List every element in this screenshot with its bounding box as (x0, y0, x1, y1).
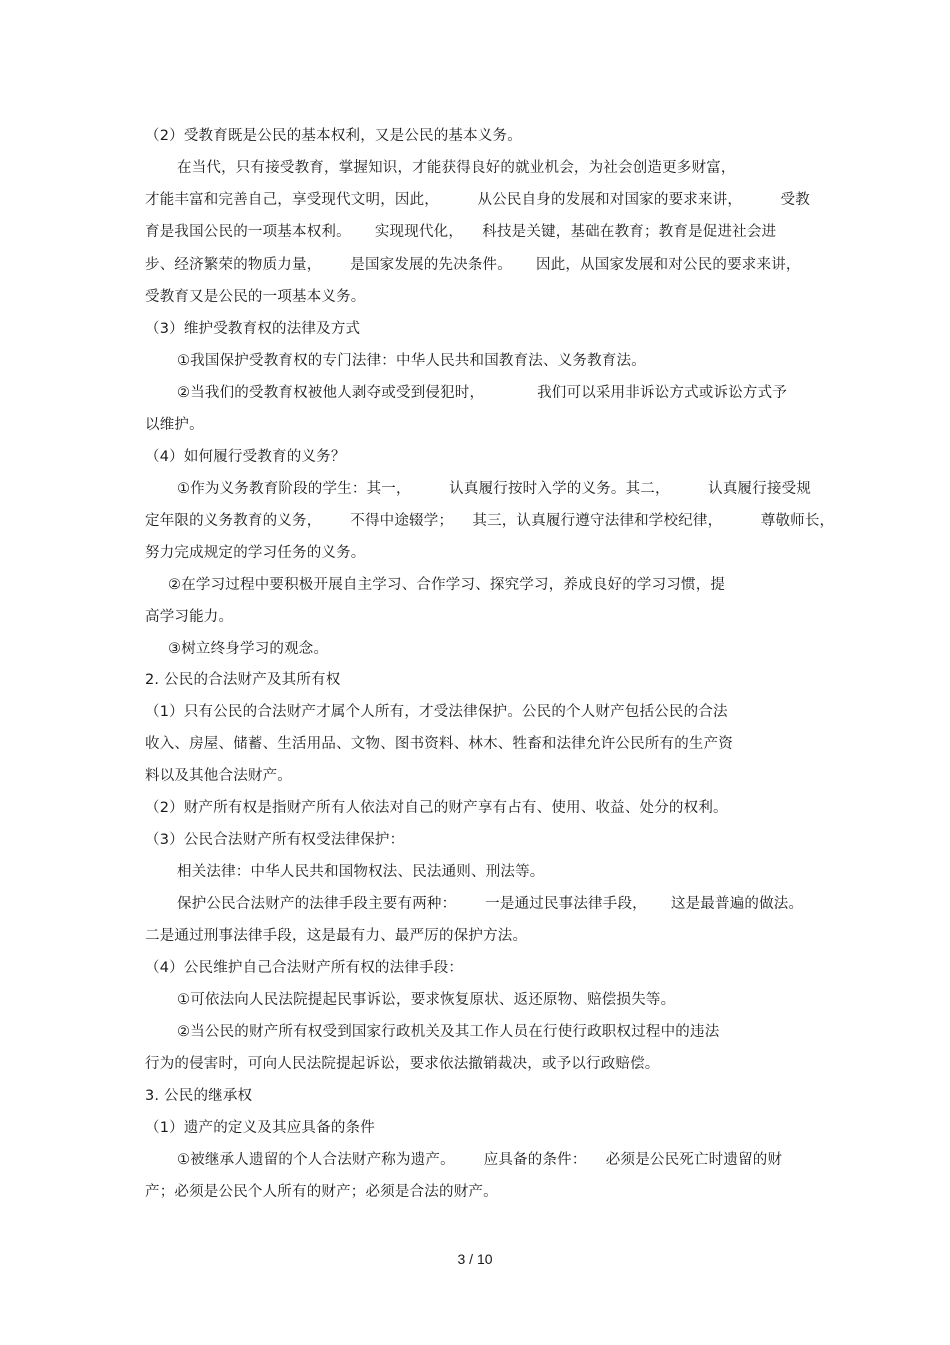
text-line: ①可依法向人民法院提起民事诉讼，要求恢复原状、返还原物、赔偿损失等。 (177, 992, 676, 1008)
text-line: （4）如何履行受教育的义务？ (145, 449, 346, 465)
text-line: ①作为义务教育阶段的学生：其一， 认真履行按时入学的义务。其二， 认真履行接受规 (177, 481, 812, 497)
text-line: ②在学习过程中要积极开展自主学习、合作学习、探究学习，养成良好的学习习惯，提 (168, 577, 726, 593)
text-line: ③树立终身学习的观念。 (168, 641, 329, 657)
text-line: 以维护。 (145, 417, 204, 433)
page-number: 3 / 10 (457, 1251, 493, 1267)
text-line: （2）受教育既是公民的基本权利，又是公民的基本义务。 (145, 128, 522, 144)
text-line: 在当代，只有接受教育，掌握知识，才能获得良好的就业机会，为社会创造更多财富， (177, 160, 736, 176)
text-line: 相关法律：中华人民共和国物权法、民法通则、刑法等。 (177, 864, 545, 880)
text-line: （1）遗产的定义及其应具备的条件 (145, 1120, 375, 1136)
text-line: （3）公民合法财产所有权受法律保护： (145, 832, 405, 848)
text-line: ①被继承人遗留的个人合法财产称为遗产。 应具备的条件： 必须是公民死亡时遗留的财 (177, 1152, 783, 1168)
text-line: 料以及其他合法财产。 (145, 768, 292, 784)
text-line: 受教育又是公民的一项基本义务。 (145, 289, 366, 305)
text-line: ①我国保护受教育权的专门法律：中华人民共和国教育法、义务教育法。 (177, 353, 646, 369)
text-line: 努力完成规定的学习任务的义务。 (145, 545, 366, 561)
section-heading: 3. 公民的继承权 (145, 1088, 253, 1104)
text-line: 育是我国公民的一项基本权利。 实现现代化， 科技是关键，基础在教育；教育是促进社会进 (145, 224, 777, 240)
text-line: （3）维护受教育权的法律及方式 (145, 321, 361, 337)
text-line: 才能丰富和完善自己，享受现代文明，因此， 从公民自身的发展和对国家的要求来讲， 受教 (145, 192, 810, 208)
text-line: （1）只有公民的合法财产才属个人所有，才受法律保护。公民的个人财产包括公民的合法 (145, 704, 728, 720)
text-line: （2）财产所有权是指财产所有人依法对自己的财产享有占有、使用、收益、处分的权利。 (145, 800, 728, 816)
text-line: 产；必须是公民个人所有的财产；必须是合法的财产。 (145, 1184, 498, 1200)
text-line: 收入、房屋、储蓄、生活用品、文物、图书资料、林木、牲畜和法律允许公民所有的生产资 (145, 736, 733, 752)
section-heading: 2. 公民的合法财产及其所有权 (145, 672, 341, 688)
text-line: （4）公民维护自己合法财产所有权的法律手段： (145, 960, 464, 976)
text-line: ②当公民的财产所有权受到国家行政机关及其工作人员在行使行政职权过程中的违法 (177, 1024, 720, 1040)
text-line: 高学习能力。 (145, 609, 234, 625)
text-line: 行为的侵害时，可向人民法院提起诉讼，要求依法撤销裁决，或予以行政赔偿。 (145, 1056, 660, 1072)
text-line: 定年限的义务教育的义务， 不得中途辍学； 其三，认真履行遵守法律和学校纪律， 尊敬师长， (145, 513, 835, 529)
text-line: ②当我们的受教育权被他人剥夺或受到侵犯时， 我们可以采用非诉讼方式或诉讼方式予 (177, 385, 787, 401)
text-line: 二是通过刑事法律手段，这是最有力、最严厉的保护方法。 (145, 928, 528, 944)
text-line: 步、经济繁荣的物质力量， 是国家发展的先决条件。 因此，从国家发展和对公民的要求来讲， (145, 257, 801, 273)
text-line: 保护公民合法财产的法律手段主要有两种： 一是通过民事法律手段， 这是最普遍的做法。 (177, 896, 804, 912)
